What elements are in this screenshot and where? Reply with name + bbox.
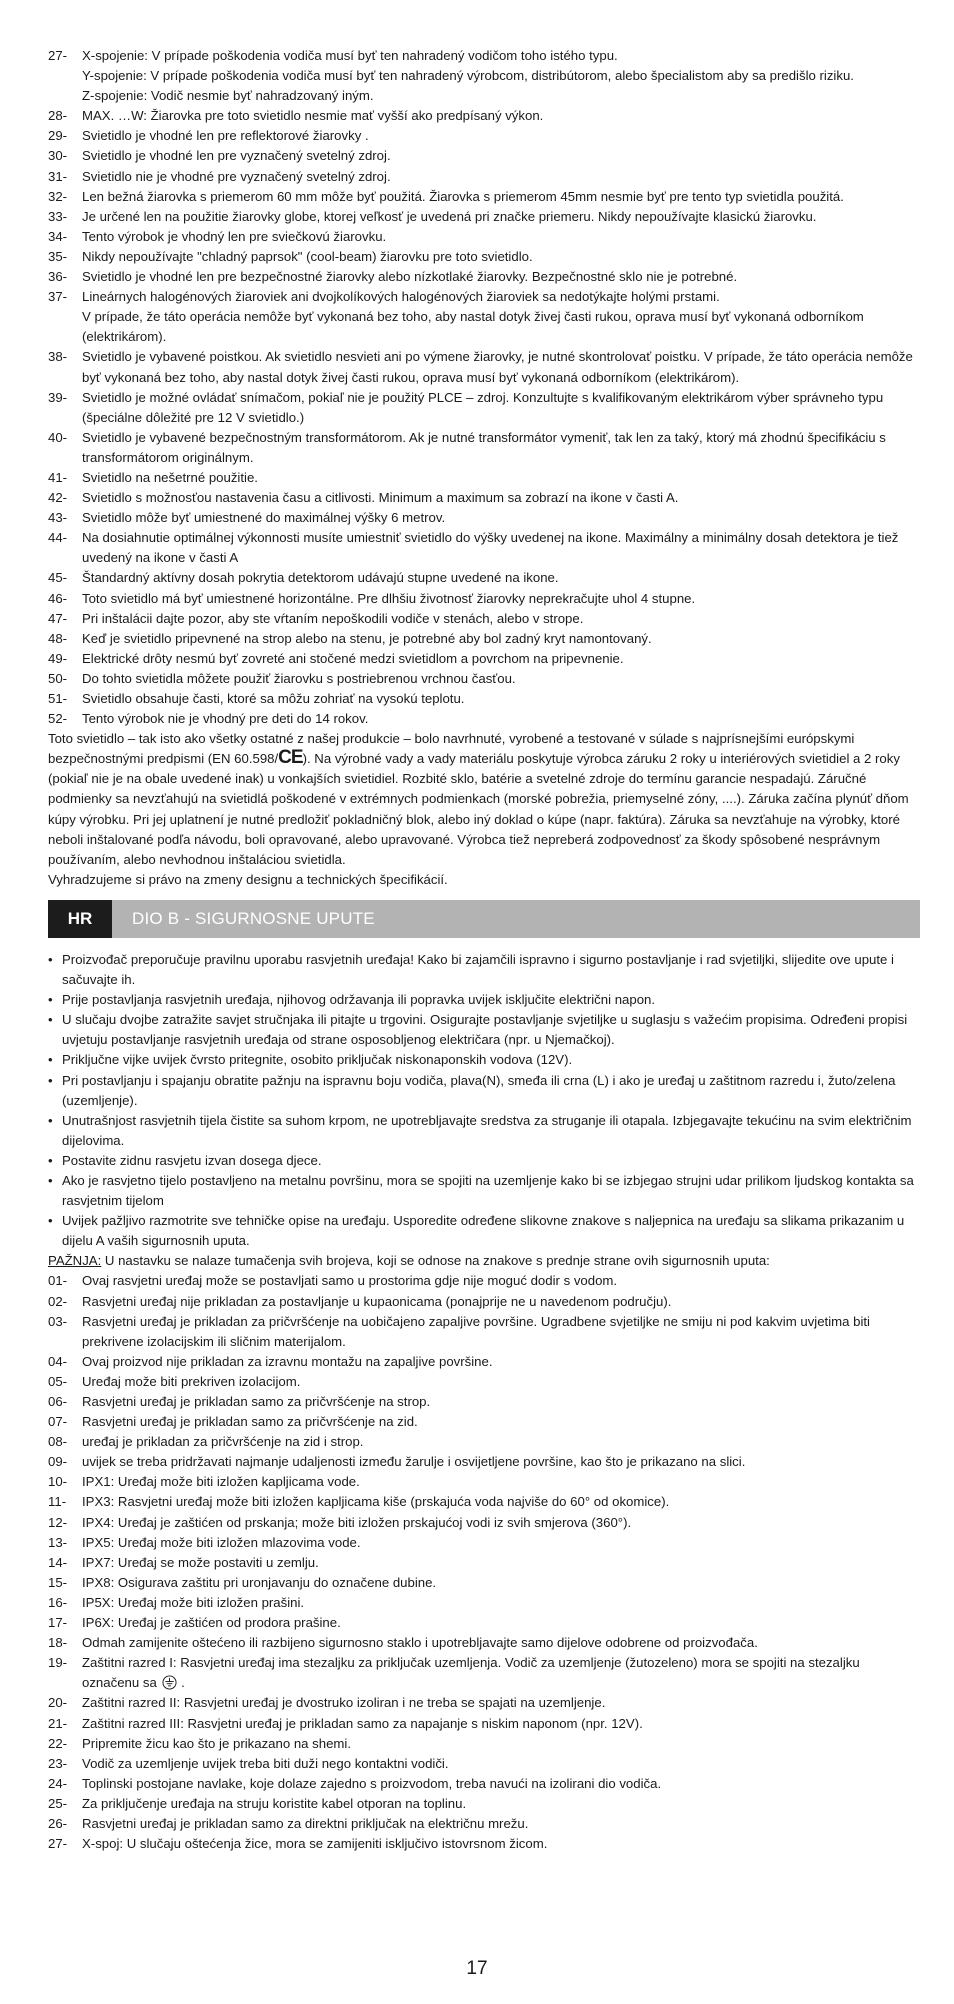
- list-item: [48, 1734, 920, 1754]
- item-text: [82, 126, 920, 146]
- item-line: IP6X: Uređaj je zaštićen od prodora prašine.: [82, 1615, 341, 1631]
- item-number: 33-: [48, 208, 68, 224]
- item-number: 27-: [48, 1836, 68, 1852]
- list-item: [48, 1754, 920, 1774]
- item-text: [82, 709, 920, 729]
- item-text: [82, 468, 920, 488]
- item-text: [82, 388, 920, 428]
- item-number: 06-: [48, 1394, 68, 1409]
- bullet-item: [48, 950, 920, 990]
- item-line: Svietidlo môže byť umiestnené do maximálnej výšky 6 metrov.: [82, 510, 446, 526]
- item-number: 08-: [48, 1434, 68, 1450]
- item-text: [82, 167, 920, 187]
- item-text: [82, 1292, 920, 1312]
- item-text: [82, 1834, 920, 1854]
- list-item: [48, 689, 920, 709]
- item-number: 29-: [48, 128, 68, 144]
- list-item: [48, 267, 920, 287]
- item-text: [82, 1653, 920, 1693]
- item-text: [82, 347, 920, 387]
- item-text: [82, 1352, 920, 1372]
- item-text: [82, 1693, 920, 1713]
- item-line: Lineárnych halogénových žiaroviek ani dvojkolíkových halogénových žiaroviek sa nedotýkajte holými prstami.: [82, 289, 720, 305]
- item-text: [82, 187, 920, 207]
- item-number: 37-: [48, 289, 68, 305]
- item-number: 30-: [48, 148, 68, 164]
- item-text: [82, 1492, 920, 1512]
- warranty-text-b: ). Na výrobné vady a vady materiálu poskytuje výrobca záruku 2 roky u interiérových svietidiel a 2 roky (pokiaľ nie je na obale uvedené inak) u vonkajších svietidiel. Rozbité sklo, batérie a svetelné zdroje do termínu garancie nespadajú. Záručné podmienky sa nevzťahujú na svietidlá poškodené v extrémnych podmienkach (morské pobrežia, priemyselné zóny, ....). Záruka začína plynúť dňom kúpy výrobku. Pri jej uplatnení je nutné predložiť pokladničný blok, alebo iný doklad o kúpe (napr. faktúra). Záruka sa nevzťahuje na výrobky, ktoré neboli inštalované podľa návodu, boli opravované, alebo upravované. Výrobca tiež nepreberá zodpovednosť za škody spôsobené nesprávnym používaním, alebo nevhodnou inštaláciou svietidla.: [48, 751, 909, 867]
- list-item: [48, 629, 920, 649]
- item-number: 46-: [48, 590, 68, 606]
- item-number: 09-: [48, 1454, 68, 1470]
- list-item: [48, 1633, 920, 1653]
- item-text: [82, 1312, 920, 1352]
- list-item: [48, 609, 920, 629]
- hr-numbered-list: [48, 1271, 920, 1653]
- bullet-text: Priključne vijke uvijek čvrsto pritegnite, osobito priključak niskonaponskih vodova (12V).: [62, 1052, 573, 1068]
- item-line: MAX. …W: Žiarovka pre toto svietidlo nesmie mať vyšší ako predpísaný výkon.: [82, 108, 544, 124]
- list-item: [48, 649, 920, 669]
- ce-mark-icon: CE: [278, 747, 303, 769]
- item-number: 28-: [48, 108, 68, 124]
- item-line: Svietidlo je vhodné len pre vyznačený svetelný zdroj.: [82, 148, 391, 164]
- item-number: 21-: [48, 1715, 68, 1731]
- item-line: Svietidlo nie je vhodné pre vyznačený svetelný zdroj.: [82, 168, 391, 184]
- item-line: X-spojenie: V prípade poškodenia vodiča musí byť ten nahradený vodičom toho istého typu.: [82, 48, 618, 63]
- item-text: [82, 589, 920, 609]
- bullet-text: Unutrašnjost rasvjetnih tijela čistite sa suhom krpom, ne upotrebljavajte sredstva za struganje ili otapala. Izbjegavajte tekućinu na svim električnim dijelovima.: [62, 1112, 912, 1148]
- item-line: Rasvjetni uređaj je prikladan samo za direktni priključak na električnu mrežu.: [82, 1815, 529, 1831]
- list-item: [48, 106, 920, 126]
- bullet-icon: •: [48, 1072, 53, 1088]
- item-line: Svietidlo s možnosťou nastavenia času a citlivosti. Minimum a maximum sa zobrazí na ikone v časti A.: [82, 490, 679, 506]
- sk-reserve-note: Vyhradzujeme si právo na zmeny designu a technických špecifikácií.: [48, 871, 448, 887]
- item-text: [82, 46, 920, 106]
- item-text: [82, 1814, 920, 1834]
- list-item: [48, 468, 920, 488]
- list-item: [48, 589, 920, 609]
- item-line: Rasvjetni uređaj nije prikladan za postavljanje u kupaonicama (ponajprije ne u navedenom području).: [82, 1293, 672, 1309]
- item-text: [82, 1794, 920, 1814]
- item-number: 45-: [48, 570, 68, 586]
- item-text: [82, 1452, 920, 1472]
- item-line: V prípade, že táto operácia nemôže byť vykonaná bez toho, aby nastal dotyk živej časti rukou, oprava musí byť vykonaná odborníkom (elektrikárom).: [82, 309, 864, 345]
- item-text: [82, 1412, 920, 1432]
- list-item: [48, 1814, 920, 1834]
- list-item: [48, 1593, 920, 1613]
- list-item: [48, 1271, 920, 1291]
- item-number: 04-: [48, 1353, 68, 1369]
- item-number: 14-: [48, 1554, 68, 1570]
- item-number: 07-: [48, 1414, 68, 1430]
- item-line: Len bežná žiarovka s priemerom 60 mm môže byť použitá. Žiarovka s priemerom 45mm nesmie byť pre tento typ svietidla použitá.: [82, 188, 844, 204]
- item-line: Zaštitni razred III: Rasvjetni uređaj je prikladan samo za napajanje s niskim naponom (npr. 12V).: [82, 1715, 643, 1731]
- list-item: [48, 709, 920, 729]
- item-text: [82, 568, 920, 588]
- item-text: [82, 1472, 920, 1492]
- item-line: Tento výrobok je vhodný len pre sviečkovú žiarovku.: [82, 228, 387, 244]
- item-number: 41-: [48, 469, 68, 485]
- bullet-text: Postavite zidnu rasvjetu izvan dosega djece.: [62, 1152, 322, 1168]
- item-number: 34-: [48, 228, 68, 244]
- item-number: 36-: [48, 269, 68, 285]
- item-text: [82, 247, 920, 267]
- item-line: Je určené len na použitie žiarovky globe, ktorej veľkosť je uvedená pri značke priemeru. Nikdy nepoužívajte klasickú žiarovku.: [82, 208, 817, 224]
- bullet-text: Pri postavljanju i spajanju obratite pažnju na ispravnu boju vodiča, plava(N), smeđa ili crna (L) i ako je uređaj u zaštitnom razredu i, žuto/zelena (uzemljenje).: [62, 1072, 896, 1108]
- bullet-text: Prije postavljanja rasvjetnih uređaja, njihovog održavanja ili popravka uvijek isključite električni napon.: [62, 992, 656, 1008]
- item-text: [82, 1533, 920, 1553]
- item-line: Rasvjetni uređaj je prikladan za pričvršćenje na uobičajeno zapaljive površine. Ugradbene svjetiljke ne smiju ni pod kakvim uvjetima biti prekrivene izolacijskim ili sličnim materijalom.: [82, 1313, 870, 1349]
- item-text: [82, 1513, 920, 1533]
- item-number: 25-: [48, 1795, 68, 1811]
- item-number: 24-: [48, 1775, 68, 1791]
- bullet-item: [48, 1010, 920, 1050]
- item-number: 17-: [48, 1615, 68, 1631]
- bullet-icon: •: [48, 1172, 53, 1188]
- language-code: HR: [48, 900, 112, 938]
- item-line: Štandardný aktívny dosah pokrytia detektorom udávajú stupne uvedené na ikone.: [82, 570, 559, 586]
- item-number: 23-: [48, 1755, 68, 1771]
- list-item: [48, 508, 920, 528]
- item-line: Toplinski postojane navlake, koje dolaze zajedno s proizvodom, treba navući na izolirani dio vodiča.: [82, 1775, 662, 1791]
- item-line: IPX8: Osigurava zaštitu pri uronjavanju do označene dubine.: [82, 1574, 437, 1590]
- bullet-icon: •: [48, 992, 53, 1008]
- item-line: Ovaj rasvjetni uređaj može se postavljati samo u prostorima gdje nije moguć dodir s vodom.: [82, 1273, 618, 1289]
- hr-numbered-list-2: [48, 1693, 920, 1854]
- item-number: 20-: [48, 1695, 68, 1711]
- item-text: [82, 287, 920, 347]
- item-text: [82, 1593, 920, 1613]
- list-item: [48, 347, 920, 387]
- list-item: [48, 1292, 920, 1312]
- item-number: 02-: [48, 1293, 68, 1309]
- item-number: 42-: [48, 490, 68, 506]
- bullet-text: U slučaju dvojbe zatražite savjet stručnjaka ili pitajte u trgovini. Osigurajte postavljanje svjetiljke u suglasju s važećim propisima. Određeni propisi uvjetuju postavljanje rasvjetnih uređaja od strane osposobljenog električara (npr. u Njemačkoj).: [62, 1012, 908, 1048]
- bullet-item: [48, 1111, 920, 1151]
- item-number: 15-: [48, 1574, 68, 1590]
- item-line: IPX5: Uređaj može biti izložen mlazovima vode.: [82, 1534, 361, 1550]
- list-item: [48, 247, 920, 267]
- bullet-icon: •: [48, 1152, 53, 1168]
- item-line: Tento výrobok nie je vhodný pre deti do 14 rokov.: [82, 711, 369, 727]
- item-line: Svietidlo obsahuje časti, ktoré sa môžu zohriať na vysokú teplotu.: [82, 691, 465, 706]
- list-item: [48, 1774, 920, 1794]
- item-line: Svietidlo je možné ovládať snímačom, pokiaľ nie je použitý PLCE – zdroj. Konzultujte s kvalifikovaným elektrikárom výber správneho typu (špeciálne dôležité pre 12 V svietidlo.): [82, 389, 884, 425]
- item-text: [82, 1573, 920, 1593]
- bullet-icon: •: [48, 1052, 53, 1068]
- list-item: [48, 187, 920, 207]
- bullet-item: [48, 1050, 920, 1070]
- list-item: [48, 1653, 920, 1693]
- item-number: 19-: [48, 1655, 68, 1671]
- item-line: Uređaj može biti prekriven izolacijom.: [82, 1373, 301, 1389]
- list-item: [48, 1553, 920, 1573]
- list-item: [48, 1352, 920, 1372]
- item-text: [82, 1553, 920, 1573]
- item-text: [82, 207, 920, 227]
- item-text: [82, 649, 920, 669]
- item-number: 26-: [48, 1815, 68, 1831]
- item-line: Svietidlo na nešetrné použitie.: [82, 469, 258, 485]
- list-item: [48, 167, 920, 187]
- bullet-item: [48, 1151, 920, 1171]
- list-item: [48, 1834, 920, 1854]
- sk-numbered-list: [48, 46, 920, 729]
- item-text: [82, 227, 920, 247]
- bullet-item: [48, 990, 920, 1010]
- item-line: Y-spojenie: V prípade poškodenia vodiča musí byť ten nahradený výrobcom, distribútorom, alebo špecialistom aby sa predišlo riziku.: [82, 68, 854, 84]
- list-item: [48, 146, 920, 166]
- document-page: [48, 46, 920, 1854]
- item-line: Na dosiahnutie optimálnej výkonnosti musíte umiestniť svietidlo do výšky uvedenej na ikone. Maximálny a minimálny dosah detektora je tiež uvedený na ikone v časti A: [82, 530, 899, 566]
- item-line: X-spoj: U slučaju oštećenja žice, mora se zamijeniti isključivo istovrsnom žicom.: [82, 1836, 548, 1852]
- item-line: Vodič za uzemljenje uvijek treba biti duži nego kontaktni vodiči.: [82, 1755, 449, 1771]
- bullet-icon: •: [48, 1012, 53, 1028]
- item-text: [82, 1392, 920, 1412]
- list-item: [48, 1372, 920, 1392]
- item-text: [82, 528, 920, 568]
- page-number: 17: [466, 1958, 488, 1979]
- item-line: Svietidlo je vhodné len pre reflektorové žiarovky .: [82, 128, 369, 144]
- list-item: [48, 1513, 920, 1533]
- bullet-item: [48, 1171, 920, 1211]
- item-line: Pripremite žicu kao što je prikazano na shemi.: [82, 1735, 351, 1751]
- list-item: [48, 1452, 920, 1472]
- item-line: Rasvjetni uređaj je prikladan samo za pričvršćenje na strop.: [82, 1394, 431, 1409]
- list-item: [48, 488, 920, 508]
- item-number: 48-: [48, 630, 68, 646]
- list-item: [48, 1312, 920, 1352]
- item-text: [82, 1372, 920, 1392]
- item-number: 16-: [48, 1594, 68, 1610]
- item-text: [82, 1613, 920, 1633]
- item-text: [82, 669, 920, 689]
- item-number: 35-: [48, 248, 68, 264]
- item-number: 10-: [48, 1474, 68, 1490]
- bullet-icon: •: [48, 1213, 53, 1229]
- item-line: Toto svietidlo má byť umiestnené horizontálne. Pre dlhšiu životnosť žiarovky neprekračujte uhol 4 stupne.: [82, 590, 696, 606]
- item-text: [82, 1633, 920, 1653]
- item-number: 13-: [48, 1534, 68, 1550]
- item-line: Ovaj proizvod nije prikladan za izravnu montažu na zapaljive površine.: [82, 1353, 493, 1369]
- item-line: IPX7: Uređaj se može postaviti u zemlju.: [82, 1554, 319, 1570]
- item19-text: Zaštitni razred I: Rasvjetni uređaj ima stezaljku za priključak uzemljenja. Vodič za uzemljenje (žutozeleno) mora se spojiti na stezaljku označenu sa: [82, 1655, 860, 1691]
- item-text: [82, 267, 920, 287]
- list-item: [48, 46, 920, 106]
- section-title: DIO B - SIGURNOSNE UPUTE: [132, 908, 375, 928]
- item-number: 31-: [48, 168, 68, 184]
- item-number: 38-: [48, 349, 68, 365]
- list-item: [48, 1794, 920, 1814]
- item-number: 18-: [48, 1635, 68, 1651]
- item-line: Odmah zamijenite oštećeno ili razbijeno sigurnosno staklo i upotrebljavajte samo dijelove odobrene od proizvođača.: [82, 1635, 758, 1651]
- bullet-icon: •: [48, 951, 53, 967]
- list-item: [48, 388, 920, 428]
- notice-label: PAŽNJA:: [48, 1253, 102, 1269]
- list-item: [48, 207, 920, 227]
- item-line: Svietidlo je vybavené bezpečnostným transformátorom. Ak je nutné transformátor vymeniť, tak len za taký, ktorý má zhodnú špecifikáciu s transformátorom originálnym.: [82, 429, 886, 465]
- item-text: [82, 609, 920, 629]
- list-item: [48, 1432, 920, 1452]
- item-number: 22-: [48, 1735, 68, 1751]
- item-line: Svietidlo je vhodné len pre bezpečnostné žiarovky alebo nízkotlaké žiarovky. Bezpečnostné sklo nie je potrebné.: [82, 269, 738, 285]
- item-text: [82, 508, 920, 528]
- item-line: Pri inštalácii dajte pozor, aby ste vŕtaním nepoškodili vodiče v stenách, alebo v strope.: [82, 610, 584, 626]
- item-line: IPX4: Uređaj je zaštićen od prskanja; može biti izložen prskajućoj vodi iz svih smjerova (360°).: [82, 1514, 632, 1530]
- item-line: Do tohto svietidla môžete použiť žiarovku s postriebrenou vrchnou časťou.: [82, 670, 516, 686]
- sk-warranty-paragraph: [48, 729, 920, 870]
- item-number: 40-: [48, 429, 68, 445]
- item-line: IPX1: Uređaj može biti izložen kapljicama vode.: [82, 1474, 360, 1490]
- item-number: 49-: [48, 650, 68, 666]
- list-item: [48, 287, 920, 347]
- item-text: [82, 1271, 920, 1291]
- item-text: [82, 106, 920, 126]
- list-item: [48, 1412, 920, 1432]
- item-line: Z-spojenie: Vodič nesmie byť nahradzovaný iným.: [82, 88, 374, 104]
- item-number: 01-: [48, 1273, 68, 1289]
- item19-after: .: [177, 1675, 185, 1691]
- item-line: Elektrické drôty nesmú byť zovreté ani stočené medzi svietidlom a povrchom na pripevnenie.: [82, 650, 624, 666]
- item-text: [82, 1754, 920, 1774]
- item-line: Nikdy nepoužívajte "chladný paprsok" (cool-beam) žiarovku pre toto svietidlo.: [82, 248, 533, 264]
- item-text: [82, 488, 920, 508]
- item-line: uređaj je prikladan za pričvršćenje na zid i strop.: [82, 1434, 364, 1450]
- earth-ground-icon: [162, 1675, 177, 1690]
- item-number: 47-: [48, 610, 68, 626]
- list-item: [48, 568, 920, 588]
- item-text: [82, 1714, 920, 1734]
- item-number: 27-: [48, 48, 68, 63]
- list-item: [48, 1533, 920, 1553]
- item-text: [82, 146, 920, 166]
- list-item: [48, 126, 920, 146]
- item-number: 11-: [48, 1494, 67, 1510]
- list-item: [48, 227, 920, 247]
- item-text: [82, 1432, 920, 1452]
- bullet-text: Ako je rasvjetno tijelo postavljeno na metalnu površinu, mora se spojiti na uzemljenje kako bi se izbjegao strujni udar prilikom ljudskog kontakta sa rasvjetnim tijelom: [62, 1172, 914, 1209]
- item-number: 51-: [48, 691, 68, 706]
- list-item: [48, 669, 920, 689]
- list-item: [48, 1613, 920, 1633]
- bullet-icon: •: [48, 1112, 53, 1128]
- item-text: [82, 1774, 920, 1794]
- item-text: [82, 428, 920, 468]
- warranty-text-a: Toto svietidlo – tak isto ako všetky ostatné z našej produkcie – bolo navrhnuté, vyrobené a testované v súlade s najprísnejšími európskymi bezpečnostnými predpismi (EN 60.598/: [48, 731, 855, 767]
- list-item: [48, 1492, 920, 1512]
- item-number: 52-: [48, 711, 68, 727]
- bullet-text: Uvijek pažljivo razmotrite sve tehničke opise na uređaju. Usporedite određene slikovne znakove s naljepnica na uređaju sa slikama prikazanim u dijelu A vaših sigurnosnih uputa.: [62, 1213, 905, 1249]
- item-line: Keď je svietidlo pripevnené na strop alebo na stenu, je potrebné aby bol zadný kryt namontovaný.: [82, 630, 652, 646]
- item-line: Svietidlo je vybavené poistkou. Ak svietidlo nesvieti ani po výmene žiarovky, je nutné skontrolovať poistku. V prípade, že táto operácia nemôže byť vykonaná bez toho, aby nastal dotyk živej časti rukou, oprava musí byť vykonaná odborníkom (elektrikárom).: [82, 349, 913, 385]
- item-line: IPX3: Rasvjetni uređaj može biti izložen kapljicama kiše (prskajuća voda najviše do 60° od okomice).: [82, 1494, 670, 1510]
- list-item: [48, 428, 920, 468]
- bullet-text: Proizvođač preporučuje pravilnu uporabu rasvjetnih uređaja! Kako bi zajamčili ispravno i sigurno postavljanje i rad svjetiljki, slijedite ove upute i sačuvajte ih.: [62, 951, 894, 988]
- bullet-item: [48, 1211, 920, 1251]
- item-number: 32-: [48, 188, 68, 204]
- item-line: Zaštitni razred II: Rasvjetni uređaj je dvostruko izoliran i ne treba se spajati na uzemljenje.: [82, 1695, 606, 1711]
- item-line: Za priključenje uređaja na struju koristite kabel otporan na toplinu.: [82, 1795, 467, 1811]
- item-text: [82, 1734, 920, 1754]
- item-number: 44-: [48, 530, 68, 546]
- item-number: 03-: [48, 1313, 68, 1329]
- list-item: [48, 528, 920, 568]
- item-number: 50-: [48, 670, 68, 686]
- notice-text: U nastavku se nalaze tumačenja svih brojeva, koji se odnose na znakove s prednje strane ovih sigurnosnih uputa:: [101, 1253, 770, 1269]
- item-text: [82, 629, 920, 649]
- item-text: [82, 689, 920, 709]
- hr-bullet-list: [48, 950, 920, 1251]
- item-number: 05-: [48, 1373, 68, 1389]
- list-item: [48, 1392, 920, 1412]
- bullet-item: [48, 1071, 920, 1111]
- hr-section-banner: [48, 900, 920, 938]
- list-item: [48, 1573, 920, 1593]
- item-line: IP5X: Uređaj može biti izložen prašini.: [82, 1594, 305, 1610]
- item-line: uvijek se treba pridržavati najmanje udaljenosti između žarulje i osvijetljene površine, kao što je prikazano na slici.: [82, 1454, 746, 1470]
- item-number: 12-: [48, 1514, 68, 1530]
- item-number: 39-: [48, 389, 68, 405]
- item-line: Rasvjetni uređaj je prikladan samo za pričvršćenje na zid.: [82, 1414, 418, 1430]
- list-item: [48, 1472, 920, 1492]
- item-number: 43-: [48, 510, 68, 526]
- list-item: [48, 1693, 920, 1713]
- list-item: [48, 1714, 920, 1734]
- hr-notice: [48, 1251, 920, 1271]
